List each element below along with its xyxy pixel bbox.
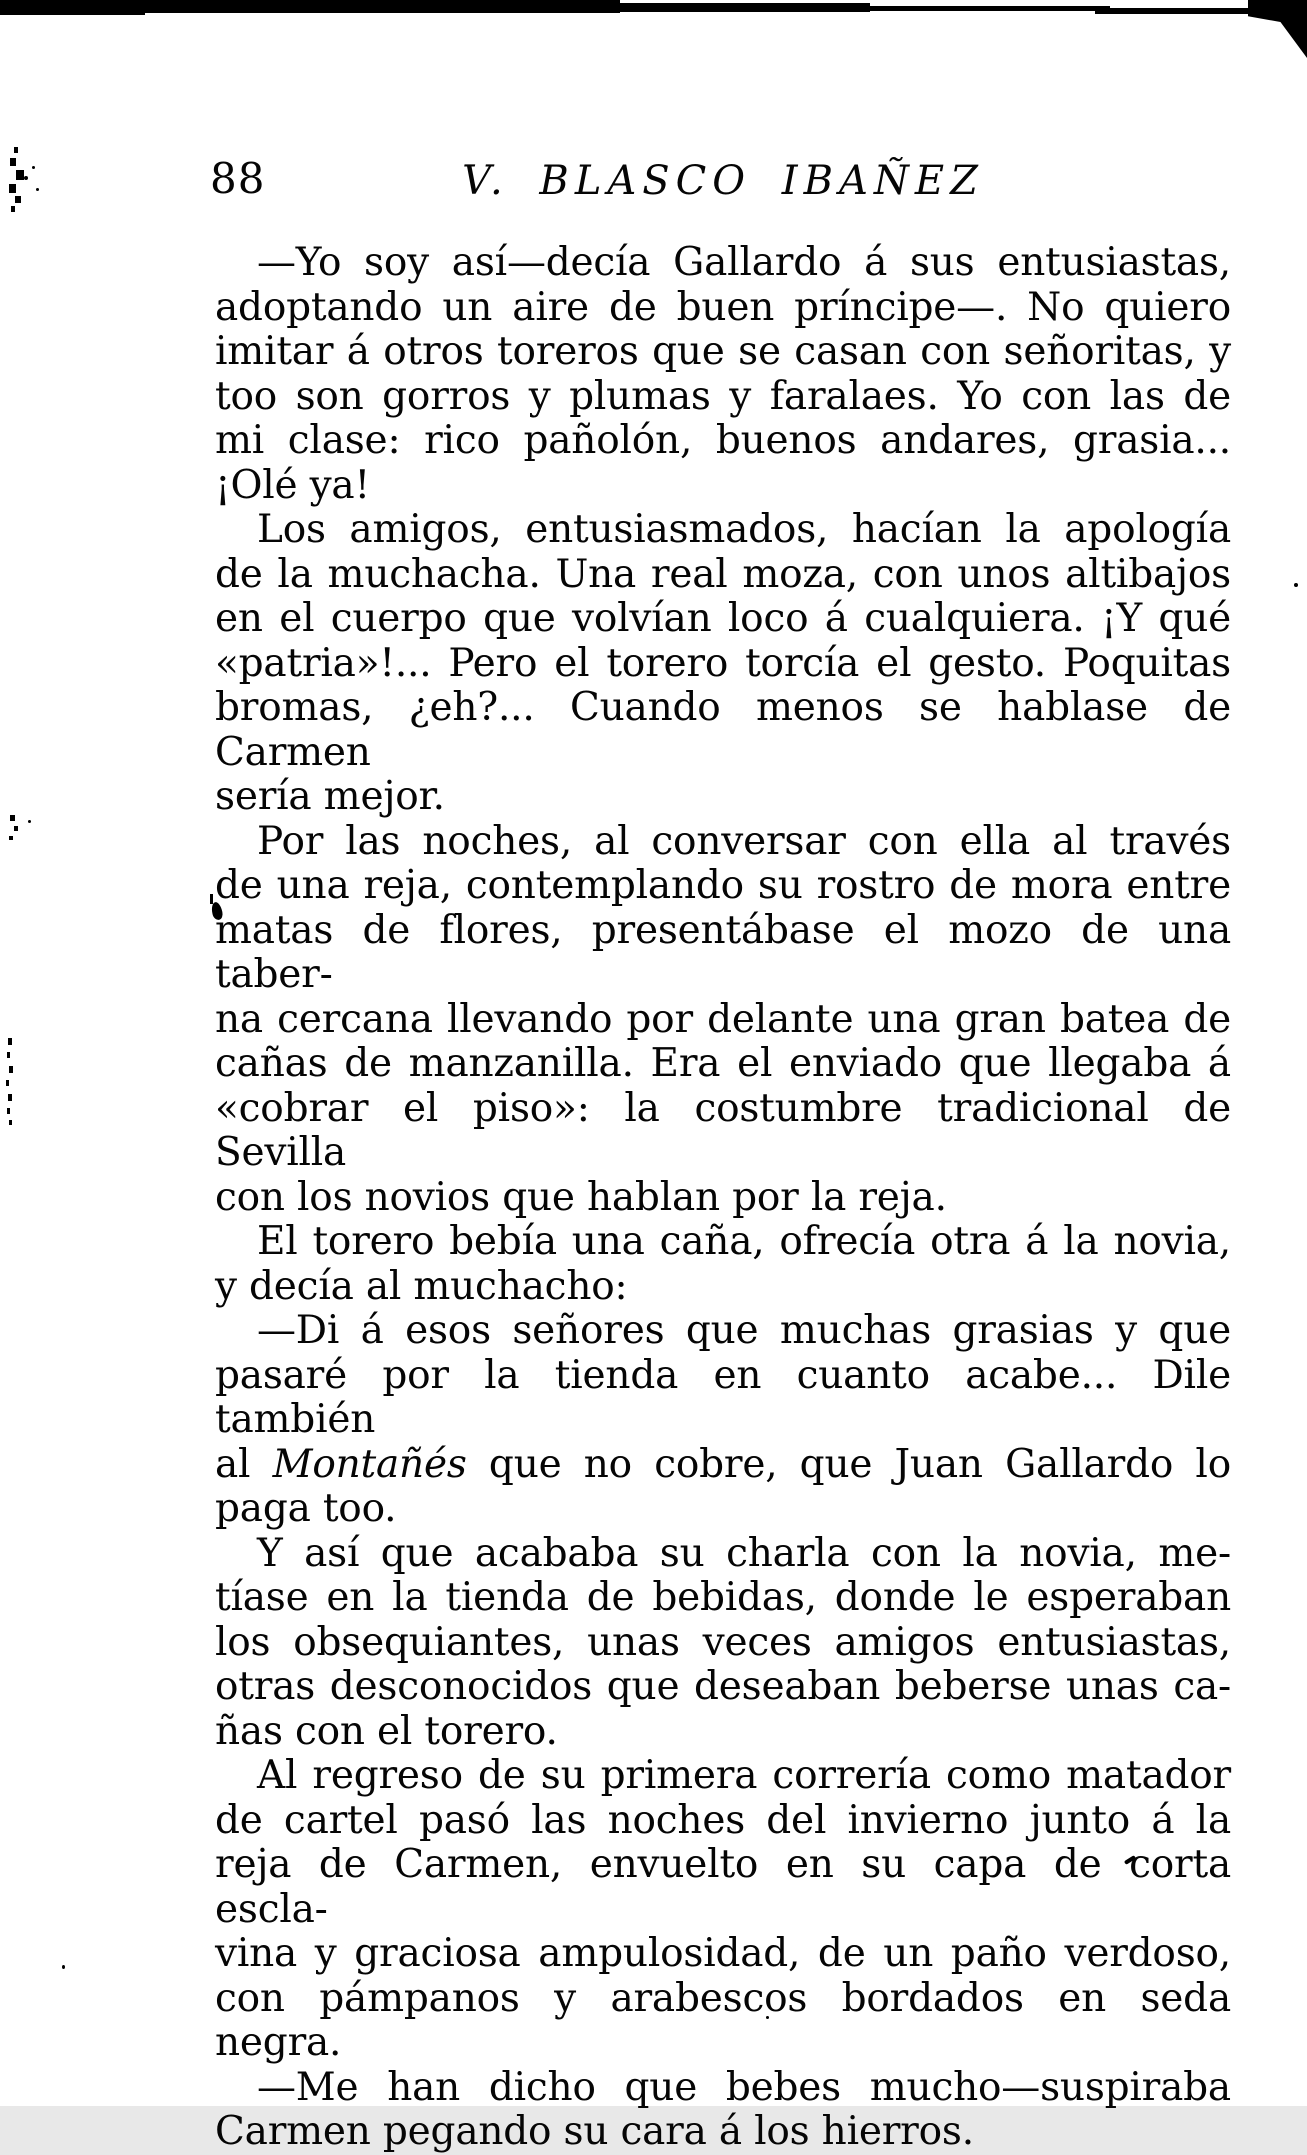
text-line xyxy=(215,1710,1231,1755)
line-text: too son gorros y plumas y faralaes. Yo con las de xyxy=(215,373,1231,419)
text-line xyxy=(215,1621,1231,1666)
text-line xyxy=(215,1176,1231,1221)
text-line xyxy=(215,508,1231,553)
line-text: vina y graciosa ampulosidad, de un paño verdoso, xyxy=(215,1931,1231,1976)
scan-speck xyxy=(14,147,18,153)
line-text: y decía al muchacho: xyxy=(215,1263,628,1309)
italic-word: Montañés xyxy=(272,1441,467,1487)
page-number: 88 xyxy=(210,154,266,203)
scan-speck xyxy=(7,1108,10,1114)
line-text: «patria»!... Pero el torero torcía el gesto. Poquitas xyxy=(215,640,1231,686)
text-line xyxy=(215,1265,1231,1310)
line-text: con los novios que hablan por la reja. xyxy=(215,1174,947,1220)
scan-artifact-segment xyxy=(140,0,620,13)
line-text: otras desconocidos que deseaban beberse unas ca- xyxy=(215,1664,1231,1709)
text-line xyxy=(215,1532,1231,1577)
text-line xyxy=(215,864,1231,909)
scan-speck xyxy=(36,188,39,191)
text-line xyxy=(215,1665,1231,1710)
text-line xyxy=(215,1799,1231,1844)
text-block xyxy=(215,241,1231,2155)
scan-speck xyxy=(9,1120,12,1125)
text-line xyxy=(215,1042,1231,1087)
line-text: pasaré por la tienda en cuanto acabe... Dile también xyxy=(215,1352,1231,1442)
line-text: Al regreso de su primera correría como matador xyxy=(257,1753,1231,1798)
text-line xyxy=(215,2110,1231,2155)
text-line xyxy=(215,686,1231,775)
line-text: «cobrar el piso»: la costumbre tradicional de Sevilla xyxy=(215,1085,1231,1175)
text-line xyxy=(215,1977,1231,2066)
line-text: Por las noches, al conversar con ella al través xyxy=(257,818,1231,864)
scan-artifact-segment xyxy=(0,0,145,15)
scan-speck xyxy=(15,196,21,203)
line-text: —Di á esos señores que muchas grasias y que xyxy=(257,1308,1231,1353)
text-line xyxy=(215,1843,1231,1932)
scan-speck xyxy=(24,176,28,180)
line-text: reja de Carmen, envuelto en su capa de corta escla- xyxy=(215,1842,1231,1932)
text-line xyxy=(215,1754,1231,1799)
text-line xyxy=(215,642,1231,687)
line-text: sería mejor. xyxy=(215,774,445,819)
text-line xyxy=(215,553,1231,598)
scan-speck xyxy=(9,836,13,840)
text-line xyxy=(215,1932,1231,1977)
line-text: de la muchacha. Una real moza, con unos altibajos xyxy=(215,551,1231,597)
scan-speck xyxy=(14,826,18,831)
scan-artifact-segment xyxy=(865,6,1110,11)
scan-speck xyxy=(6,1080,9,1086)
line-text: adoptando un aire de buen príncipe—. No quiero xyxy=(215,284,1231,330)
text-line xyxy=(215,1354,1231,1443)
scan-speck xyxy=(10,158,16,166)
line-text: Y así que acababa su charla con la novia, me- xyxy=(257,1530,1231,1576)
line-text: al xyxy=(215,1441,273,1487)
line-text: de una reja, contemplando su rostro de mora entre xyxy=(215,863,1231,908)
line-text: cañas de manzanilla. Era el enviado que llegaba á xyxy=(215,1041,1231,1086)
scan-speck xyxy=(9,1066,13,1073)
scan-speck xyxy=(1294,583,1298,587)
line-text: con pámpanos y arabescos bordados en seda negra. xyxy=(215,1975,1231,2065)
scan-speck xyxy=(62,1965,65,1969)
line-text: paga too. xyxy=(215,1486,397,1531)
text-line xyxy=(215,241,1231,286)
scan-artifact-segment xyxy=(1095,8,1260,14)
line-text: —Me han dicho que bebes mucho—suspiraba xyxy=(257,2064,1231,2110)
line-text: —Yo soy así—decía Gallardo á sus entusiastas, xyxy=(257,240,1231,285)
line-text: Los amigos, entusiasmados, hacían la apología xyxy=(257,507,1231,552)
text-line xyxy=(215,375,1231,420)
text-line xyxy=(215,909,1231,998)
text-line xyxy=(215,286,1231,331)
line-text: que no cobre, que Juan Gallardo lo xyxy=(466,1441,1231,1487)
text-line xyxy=(215,464,1231,509)
text-line xyxy=(215,1443,1231,1488)
text-line xyxy=(215,1087,1231,1176)
scan-speck xyxy=(9,184,16,193)
line-text: El torero bebía una caña, ofrecía otra á la novia, xyxy=(257,1219,1231,1264)
line-text: en el cuerpo que volvían loco á cualquiera. ¡Y qué xyxy=(215,596,1231,641)
scan-speck xyxy=(8,1038,12,1045)
running-title: V. BLASCO IBAÑEZ xyxy=(462,158,984,204)
scan-speck xyxy=(7,1052,10,1058)
text-line xyxy=(215,998,1231,1043)
text-line xyxy=(215,330,1231,375)
scan-speck xyxy=(16,170,24,180)
line-text: ¡Olé ya! xyxy=(215,462,370,508)
scan-speck xyxy=(32,166,35,169)
line-text: imitar á otros toreros que se casan con señoritas, y xyxy=(215,329,1231,374)
text-line xyxy=(215,1487,1231,1532)
scan-artifact-segment xyxy=(615,3,870,12)
line-text: na cercana llevando por delante una gran batea de xyxy=(215,996,1231,1042)
text-line xyxy=(215,419,1231,464)
line-text: tíase en la tienda de bebidas, donde le esperaban xyxy=(215,1575,1231,1620)
line-text: Carmen pegando su cara á los hierros. xyxy=(215,2109,974,2154)
text-line xyxy=(215,820,1231,865)
scan-speck xyxy=(8,1094,12,1101)
line-text: de cartel pasó las noches del invierno junto á la xyxy=(215,1797,1231,1843)
line-text: mi clase: rico pañolón, buenos andares, grasia... xyxy=(215,418,1231,463)
ink-blob-stem xyxy=(210,894,213,904)
line-text: matas de flores, presentábase el mozo de una taber- xyxy=(215,907,1231,997)
line-text: bromas, ¿eh?... Cuando menos se hablase de Carmen xyxy=(215,685,1231,775)
scan-speck xyxy=(28,820,31,823)
scan-speck xyxy=(10,815,15,821)
scan-artifact-corner-wedge xyxy=(1248,0,1307,58)
scan-speck xyxy=(11,206,15,212)
text-line xyxy=(215,775,1231,820)
line-text: los obsequiantes, unas veces amigos entusiastas, xyxy=(215,1619,1231,1665)
text-line xyxy=(215,2066,1231,2111)
text-line xyxy=(215,1576,1231,1621)
text-line xyxy=(215,1309,1231,1354)
text-line xyxy=(215,597,1231,642)
line-text: ñas con el torero. xyxy=(215,1708,558,1754)
text-line xyxy=(215,1220,1231,1265)
